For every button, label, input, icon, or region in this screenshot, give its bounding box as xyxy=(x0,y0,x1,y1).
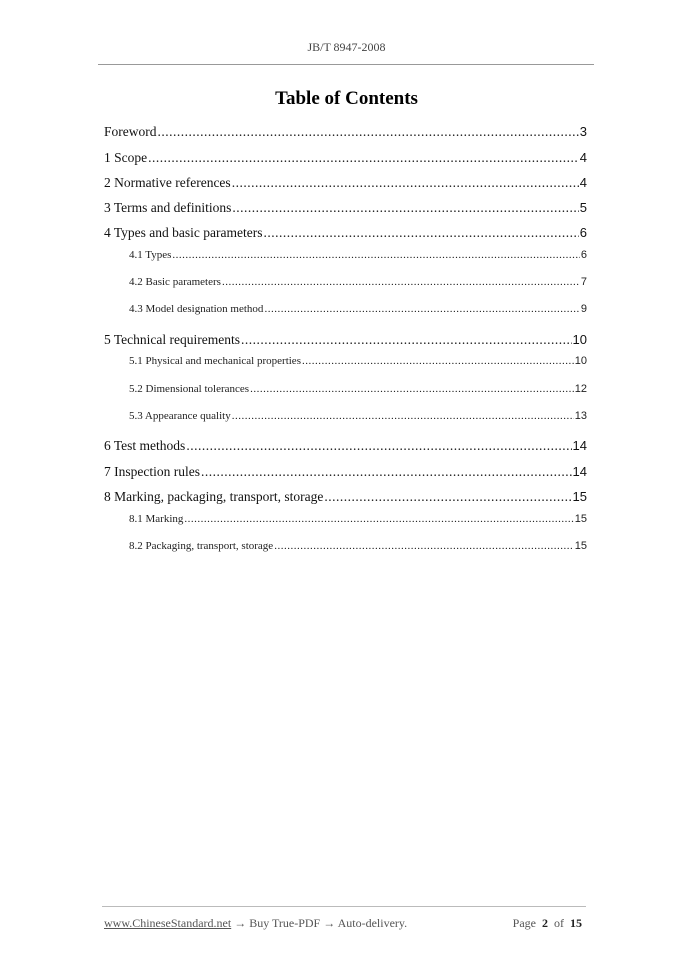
toc-entry-page: 10 xyxy=(574,355,587,367)
toc-title: Table of Contents xyxy=(275,88,418,109)
toc-entry-foreword[interactable] xyxy=(104,124,587,140)
toc-entry-page: 6 xyxy=(579,225,587,240)
toc-entry-label: 2 Normative references xyxy=(104,175,231,190)
dot-leader xyxy=(302,355,574,367)
toc-entry-packaging-transport-storage[interactable] xyxy=(129,540,587,552)
dot-leader xyxy=(264,303,579,315)
footer-divider xyxy=(102,906,586,907)
arrow-right-icon: → xyxy=(323,916,336,930)
dot-leader xyxy=(222,276,580,288)
toc-entry-page: 15 xyxy=(574,540,587,552)
toc-entry-label: 8 Marking, packaging, transport, storage xyxy=(104,489,324,504)
toc-entry-basic-parameters[interactable] xyxy=(129,276,587,288)
site-link[interactable]: www.ChineseStandard.net xyxy=(104,916,232,930)
toc-entry-label: 5.2 Dimensional tolerances xyxy=(129,383,250,395)
toc-entry-label: 3 Terms and definitions xyxy=(104,200,232,215)
toc-entry-normative-references[interactable] xyxy=(104,175,587,191)
toc-entry-page: 14 xyxy=(572,464,587,479)
header-divider xyxy=(98,64,594,65)
page-word: Page xyxy=(512,916,536,930)
toc-entry-page: 9 xyxy=(580,303,587,315)
dot-leader xyxy=(148,150,579,166)
auto-delivery-text: Auto-delivery. xyxy=(337,916,408,930)
toc-entry-inspection-rules[interactable] xyxy=(104,464,587,480)
toc-entry-physical-properties[interactable] xyxy=(129,355,587,367)
toc-entry-label: 4.1 Types xyxy=(129,249,172,261)
toc-entry-page: 14 xyxy=(572,438,587,453)
dot-leader xyxy=(232,410,574,422)
toc-entry-page: 4 xyxy=(579,150,587,165)
toc-entry-label: 5.3 Appearance quality xyxy=(129,410,231,422)
toc-entry-marking-packaging[interactable] xyxy=(104,489,587,505)
toc-entry-page: 12 xyxy=(574,383,587,395)
toc-entry-appearance-quality[interactable] xyxy=(129,410,587,422)
dot-leader xyxy=(172,249,579,261)
dot-leader xyxy=(184,513,573,525)
toc-entry-label: Foreword xyxy=(104,124,157,139)
toc-entry-page: 7 xyxy=(580,276,587,288)
toc-entry-marking[interactable] xyxy=(129,513,587,525)
toc-entry-page: 6 xyxy=(580,249,587,261)
toc-entry-model-designation[interactable] xyxy=(129,303,587,315)
toc-entry-label: 6 Test methods xyxy=(104,438,186,453)
toc-entry-page: 5 xyxy=(579,200,587,215)
toc-entry-label: 5.1 Physical and mechanical properties xyxy=(129,355,301,367)
toc-entry-types-parameters[interactable] xyxy=(104,225,587,241)
toc-entry-label: 1 Scope xyxy=(104,150,148,165)
toc-entry-label: 4 Types and basic parameters xyxy=(104,225,263,240)
toc-entry-dimensional-tolerances[interactable] xyxy=(129,383,587,395)
dot-leader xyxy=(201,464,572,480)
dot-leader xyxy=(241,332,572,348)
toc-entry-page: 3 xyxy=(579,124,587,139)
toc-entry-page: 15 xyxy=(572,489,587,504)
toc-entry-label: 4.3 Model designation method xyxy=(129,303,264,315)
page-indicator xyxy=(513,916,582,931)
dot-leader xyxy=(324,489,571,505)
dot-leader xyxy=(232,200,578,216)
arrow-right-icon: → xyxy=(234,916,247,930)
toc-entry-types[interactable] xyxy=(129,249,587,261)
footer-promo xyxy=(104,916,407,931)
toc-entry-terms-definitions[interactable] xyxy=(104,200,587,216)
toc-entry-label: 7 Inspection rules xyxy=(104,464,200,479)
toc-entry-page: 4 xyxy=(579,175,587,190)
total-pages-number: 15 xyxy=(570,916,582,930)
current-page-number: 2 xyxy=(542,916,548,930)
toc-entry-page: 15 xyxy=(574,513,587,525)
dot-leader xyxy=(158,124,579,140)
toc-entry-label: 5 Technical requirements xyxy=(104,332,241,347)
of-word: of xyxy=(554,916,564,930)
dot-leader xyxy=(232,175,579,191)
toc-entry-label: 4.2 Basic parameters xyxy=(129,276,221,288)
toc-entry-page: 10 xyxy=(572,332,587,347)
buy-pdf-text: Buy True-PDF xyxy=(249,916,321,930)
dot-leader xyxy=(264,225,579,241)
toc-entry-technical-requirements[interactable] xyxy=(104,332,587,348)
dot-leader xyxy=(274,540,574,552)
running-header: JB/T 8947-2008 xyxy=(307,40,386,54)
toc-entry-test-methods[interactable] xyxy=(104,438,587,454)
toc-entry-label: 8.2 Packaging, transport, storage xyxy=(129,540,274,552)
toc-entry-page: 13 xyxy=(574,410,587,422)
toc-entry-label: 8.1 Marking xyxy=(129,513,184,525)
dot-leader xyxy=(250,383,574,395)
dot-leader xyxy=(186,438,571,454)
toc-entry-scope[interactable] xyxy=(104,150,587,166)
